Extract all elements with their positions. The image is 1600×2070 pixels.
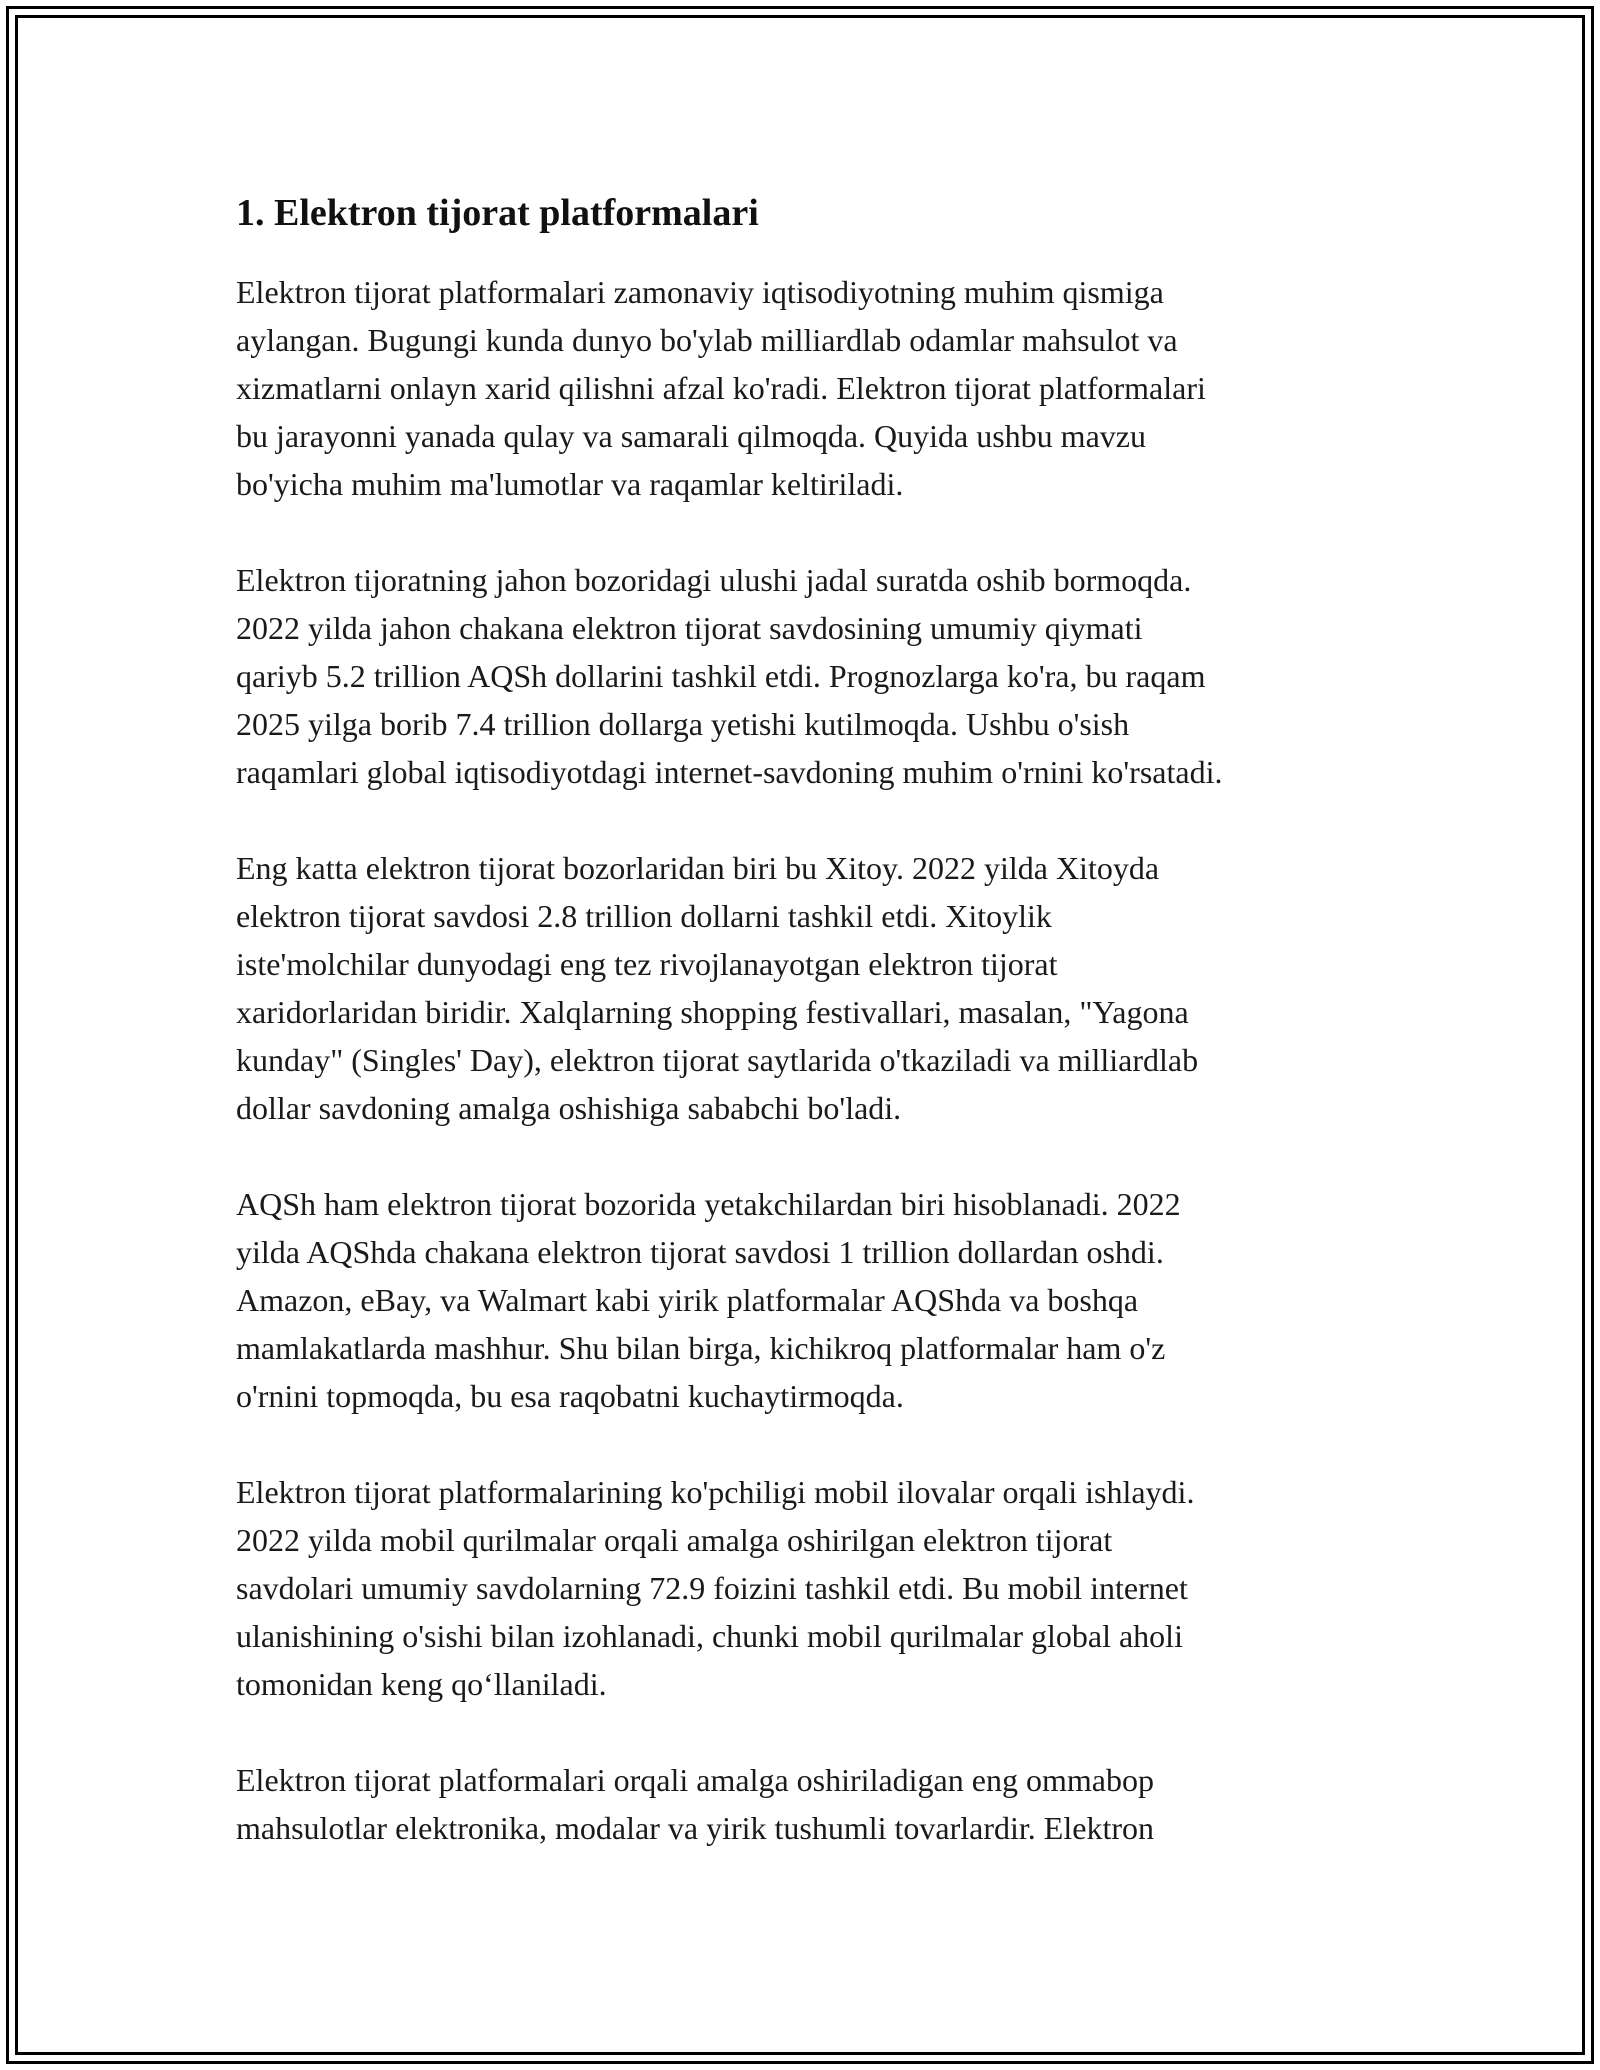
text-line: xizmatlarni onlayn xarid qilishni afzal ko'radi. Elektron tijorat platformalari — [236, 370, 1206, 406]
text-line: Elektron tijorat platformalari zamonaviy iqtisodiyotning muhim qismiga — [236, 274, 1164, 310]
text-line: yilda AQShda chakana elektron tijorat savdosi 1 trillion dollardan oshdi. — [236, 1234, 1164, 1270]
text-line: 2022 yilda jahon chakana elektron tijorat savdosining umumiy qiymati — [236, 610, 1143, 646]
paragraph-6 — [236, 1756, 1386, 1852]
text-line: Elektron tijoratning jahon bozoridagi ulushi jadal suratda oshib bormoqda. — [236, 562, 1192, 598]
paragraph-2 — [236, 556, 1386, 796]
text-line: dollar savdoning amalga oshishiga sababchi bo'ladi. — [236, 1090, 902, 1126]
text-line: ulanishining o'sishi bilan izohlanadi, chunki mobil qurilmalar global aholi — [236, 1618, 1183, 1654]
text-line: qariyb 5.2 trillion AQSh dollarini tashkil etdi. Prognozlarga ko'ra, bu raqam — [236, 658, 1206, 694]
document-body — [236, 186, 1386, 1900]
section-heading: 1. Elektron tijorat platformalari — [236, 192, 759, 234]
text-line: kunday" (Singles' Day), elektron tijorat saytlarida o'tkaziladi va milliardlab — [236, 1042, 1199, 1078]
paragraph-5 — [236, 1468, 1386, 1708]
text-line: o'rnini topmoqda, bu esa raqobatni kuchaytirmoqda. — [236, 1378, 904, 1414]
text-line: 2025 yilga borib 7.4 trillion dollarga yetishi kutilmoqda. Ushbu o'sish — [236, 706, 1130, 742]
text-line: elektron tijorat savdosi 2.8 trillion dollarni tashkil etdi. Xitoylik — [236, 898, 1052, 934]
text-line: mahsulotlar elektronika, modalar va yirik tushumli tovarlardir. Elektron — [236, 1810, 1154, 1846]
text-line: tomonidan keng qo‘llaniladi. — [236, 1666, 607, 1702]
text-line: Elektron tijorat platformalarining ko'pchiligi mobil ilovalar orqali ishlaydi. — [236, 1474, 1195, 1510]
paragraph-3 — [236, 844, 1386, 1132]
text-line: iste'molchilar dunyodagi eng tez rivojlanayotgan elektron tijorat — [236, 946, 1058, 982]
text-line: bu jarayonni yanada qulay va samarali qilmoqda. Quyida ushbu mavzu — [236, 418, 1146, 454]
paragraph-4 — [236, 1180, 1386, 1420]
text-line: raqamlari global iqtisodiyotdagi internet-savdoning muhim o'rnini ko'rsatadi. — [236, 754, 1223, 790]
text-line: Elektron tijorat platformalari orqali amalga oshiriladigan eng ommabop — [236, 1762, 1154, 1798]
paragraph-1 — [236, 268, 1386, 508]
text-line: 2022 yilda mobil qurilmalar orqali amalga oshirilgan elektron tijorat — [236, 1522, 1113, 1558]
text-line: Eng katta elektron tijorat bozorlaridan biri bu Xitoy. 2022 yilda Xitoyda — [236, 850, 1160, 886]
text-line: aylangan. Bugungi kunda dunyo bo'ylab milliardlab odamlar mahsulot va — [236, 322, 1178, 358]
text-line: xaridorlaridan biridir. Xalqlarning shopping festivallari, masalan, "Yagona — [236, 994, 1189, 1030]
text-line: AQSh ham elektron tijorat bozorida yetakchilardan biri hisoblanadi. 2022 — [236, 1186, 1181, 1222]
text-line: mamlakatlarda mashhur. Shu bilan birga, kichikroq platformalar ham o'z — [236, 1330, 1166, 1366]
text-line: Amazon, eBay, va Walmart kabi yirik platformalar AQShda va boshqa — [236, 1282, 1139, 1318]
text-line: savdolari umumiy savdolarning 72.9 foizini tashkil etdi. Bu mobil internet — [236, 1570, 1188, 1606]
text-line: bo'yicha muhim ma'lumotlar va raqamlar keltiriladi. — [236, 466, 904, 502]
